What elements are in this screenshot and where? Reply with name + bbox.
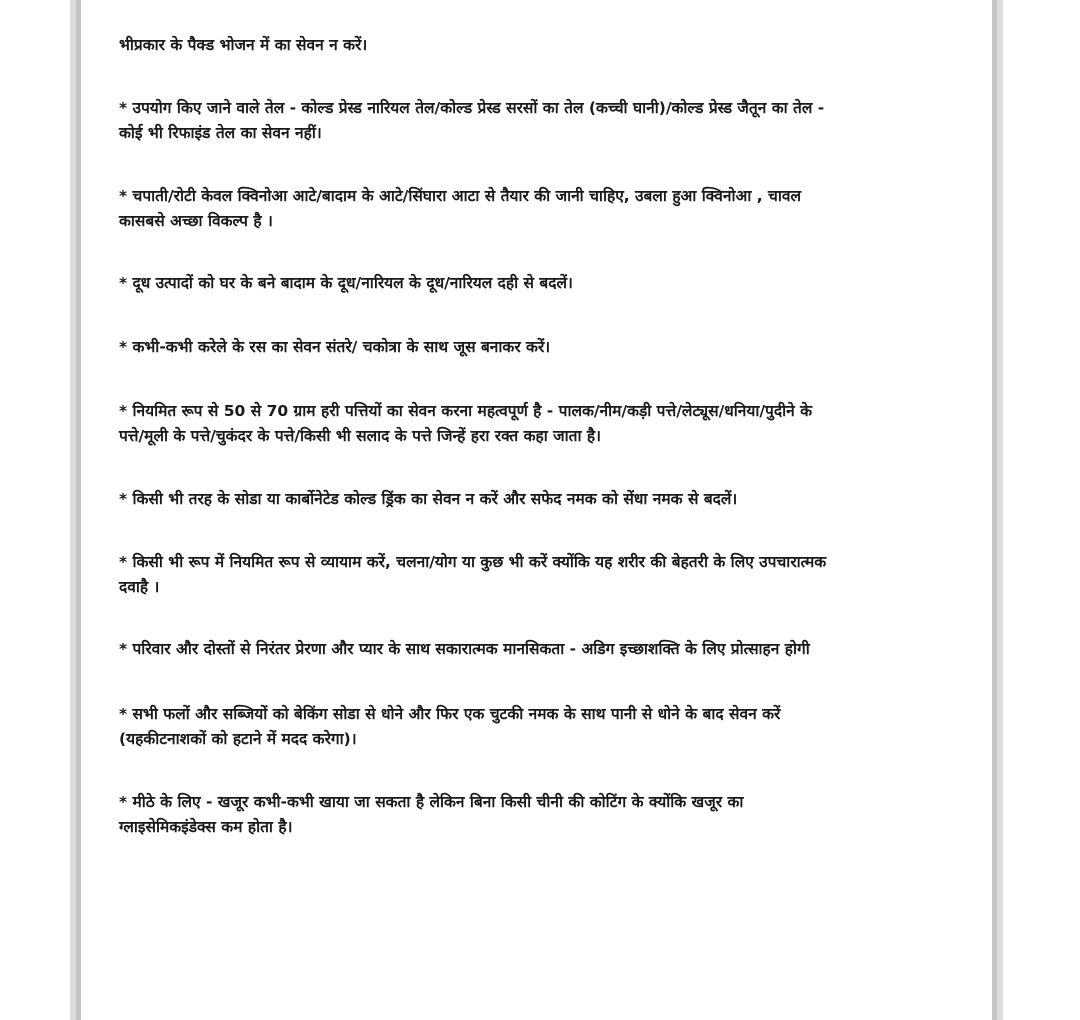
paragraph-exercise xyxy=(119,550,949,600)
paragraph-line: * चपाती/रोटी केवल क्विनोआ आटे/बादाम के आटे/सिंघारा आटा से तैयार की जानी चाहिए, उबला हुआ क्विनोआ , चावल xyxy=(119,187,801,205)
paragraph-line: * दूध उत्पादों को घर के बने बादाम के दूध/नारियल के दूध/नारियल दही से बदलें। xyxy=(119,274,573,292)
paragraph-line: * मीठे के लिए - खजूर कभी-कभी खाया जा सकता है लेकिन बिना किसी चीनी की कोटिंग के क्योंकि खजूर का xyxy=(119,793,744,811)
paragraph-line: ग्लाइसेमिकइंडेक्स कम होता है। xyxy=(119,818,293,836)
paragraph-line: * उपयोग किए जाने वाले तेल - कोल्ड प्रेस्ड नारियल तेल/कोल्ड प्रेस्ड सरसों का तेल (कच्ची घानी)/कोल्ड प्रेस्ड जैतून का तेल - xyxy=(119,99,825,117)
paragraph-line: * किसी भी रूप में नियमित रूप से व्यायाम करें, चलना/योग या कुछ भी करें क्योंकि यह शरीर की बेहतरी के लिए उपचारात्मक xyxy=(119,553,827,571)
paragraph-line: दवाहै । xyxy=(119,578,160,596)
paragraph-family-support xyxy=(119,637,949,662)
paragraph-wash-produce xyxy=(119,702,949,752)
paragraph-packaged-food xyxy=(119,33,949,58)
document-page xyxy=(81,0,992,1020)
paragraph-line: * परिवार और दोस्तों से निरंतर प्रेरणा और प्यार के साथ सकारात्मक मानसिकता - अडिग इच्छाशक्ति के लिए प्रोत्साहन होगी xyxy=(119,640,810,658)
paragraph-line: * नियमित रूप से 50 से 70 ग्राम हरी पत्तियों का सेवन करना महत्वपूर्ण है - पालक/नीम/कड़ी पत्ते/लेट्यूस/धनिया/पुदीने के xyxy=(119,402,813,420)
paragraph-line: भीप्रकार के पैक्ड भोजन में का सेवन न करें। xyxy=(119,36,368,54)
paragraph-flour-rotis xyxy=(119,184,949,234)
paragraph-green-leaves xyxy=(119,399,949,449)
paragraph-dates-sweet xyxy=(119,790,949,840)
paragraph-line: (यहकीटनाशकों को हटाने में मदद करेगा)। xyxy=(119,730,357,748)
paragraph-line: कोई भी रिफाइंड तेल का सेवन नहीं। xyxy=(119,124,322,142)
paragraph-line: * कभी-कभी करेले के रस का सेवन संतरे/ चकोत्रा के साथ जूस बनाकर करें। xyxy=(119,338,551,356)
paragraph-dairy-replacement xyxy=(119,271,949,296)
paragraph-cooking-oils xyxy=(119,96,949,146)
page-shadow-right-outer xyxy=(997,0,1003,1020)
paragraph-soda-salt xyxy=(119,487,949,512)
paragraph-line: * सभी फलों और सब्जियों को बेकिंग सोडा से धोने और फिर एक चुटकी नमक के साथ पानी से धोने के बाद सेवन करें xyxy=(119,705,781,723)
paragraph-line: कासबसे अच्छा विकल्प है । xyxy=(119,212,273,230)
paragraph-line: पत्ते/मूली के पत्ते/चुकंदर के पत्ते/किसी भी सलाद के पत्ते जिन्हें हरा रक्त कहा जाता है। xyxy=(119,427,602,445)
paragraph-line: * किसी भी तरह के सोडा या कार्बोनेटेड कोल्ड ड्रिंक का सेवन न करें और सफेद नमक को सेंधा नमक से बदलें। xyxy=(119,490,738,508)
paragraph-bitter-gourd-juice xyxy=(119,335,949,360)
